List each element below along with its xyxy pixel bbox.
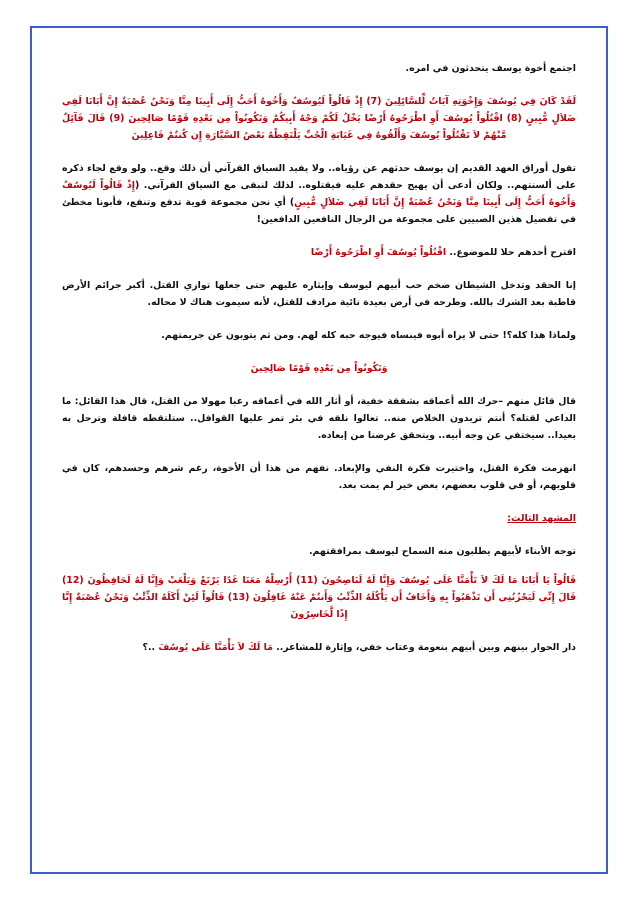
- paragraph-exile-idea: انهزمت فكرة القتل، واختيرت فكرة النفي والإبعاد. نفهم من هذا أن الأخوة، رغم شرهم وحسدهم، كان في قلوبهم، أو في قلوب بعضهم، بعض خير لم يمت بعد.: [62, 463, 576, 491]
- paragraph-request: توجه الأبناء لأبيهم يطلبون منه السماح ليوسف بمرافقتهم.: [308, 546, 576, 557]
- paragraph-intro: اجتمع أخوة يوسف يتحدثون في امره.: [405, 63, 576, 74]
- dialogue-text: دار الحوار بينهم وبين أبيهم بنعومة وعتاب خفي، وإثارة للمشاعر..: [272, 642, 576, 653]
- proposal-quote: اقْتُلُواْ يُوسُفَ أَوِ اطْرَحُوهُ أَرْضًا: [310, 247, 447, 258]
- commentary-1-quote: إِذْ قَالُواْ لَيُوسُفُ وَأَخُوهُ أَحَبُّ إِلَى أَبِينَا مِنَّا وَنَحْنُ عُصْبَةٌ إِنَّ أَبَانَا لَفِي ضَلاَلٍ مُّبِينٍ: [62, 180, 576, 208]
- quran-verses-7-10: لَقَدْ كَانَ فِي يُوسُفَ وَإِخْوَتِهِ آيَاتٌ لِّلسَّائِلِينَ (7) إِذْ قَالُواْ لَيُوسُفُ وَأَخُوهُ أَحَبُّ إِلَى أَبِينَا مِنَّا وَنَحْنُ عُصْبَةٌ إِنَّ أَبَانَا لَفِي ضَلاَلٍ مُّبِينٍ (8) اقْتُلُواْ يُوسُفَ أَوِ اطْرَحُوهُ أَرْضًا يَخْلُ لَكُمْ وَجْهُ أَبِيكُمْ وَتَكُونُواْ مِن بَعْدِهِ قَوْمًا صَالِحِينَ (9) قَالَ قَآئِلٌ مَّنْهُمْ لاَ تَقْتُلُواْ يُوسُفَ وَأَلْقُوهُ فِي غَيَابَةِ الْجُبِّ يَلْتَقِطْهُ بَعْضُ السَّيَّارَةِ إِن كُنتُمْ فَاعِلِينَ: [62, 96, 576, 141]
- paragraph-why: ولماذا هذا كله؟! حتى لا يراه أبوه فينساه فيوجه حبه كله لهم. ومن ثم يتوبون عن جريمتهم.: [161, 330, 576, 341]
- dialogue-quote: مَا لَكَ لاَ تَأْمَنَّا عَلَى يُوسُفَ: [158, 642, 273, 653]
- paragraph-proposal: [62, 244, 576, 261]
- dialogue-end: ..؟: [142, 642, 159, 653]
- commentary-1-text-a: تقول أوراق العهد القديم إن يوسف حدثهم عن رؤياه.. ولا يفيد السياق القرآني أن ذلك وقع.. ولو وقع لجاء ذكره على ألسنتهم.. ولكان أدعى أن يهيج حقدهم عليه فيقتلوه.. لذلك لنبقى مع السياق القرآني. (: [62, 163, 576, 191]
- quran-righteous-people: وَتَكُونُواْ مِن بَعْدِهِ قَوْمًا صَالِحِينَ: [250, 363, 388, 374]
- paragraph-dialogue: [62, 639, 576, 656]
- document-body: [62, 60, 576, 656]
- paragraph-well-plan: قال قائل منهم –حرك الله أعماقه بشفقة خفية، أو أثار الله في أعماقه رعبا مهولا من القتل، قال هذا القائل: ما الداعي لقتله؟ أنتم تريدون الخلاص منه.. تعالوا نلقه في بئر تمر عليها القوافل.. ستلتقطه قافلة وترحل به بعيدا.. سيختفي عن وجه أبيه.. ويتحقق غرضنا من إبعاده.: [62, 396, 576, 441]
- paragraph-envy: إنا الحقد وتدخل الشيطان ضخم حب أبيهم ليوسف وإيثاره عليهم حتى جعلها توازي القتل. أكبر جرائم الأرض قاطبة بعد الشرك بالله. وطرحه في أرض بعيدة نائية مرادف للقتل، لأنه سيموت هناك لا محاله.: [62, 280, 576, 308]
- quran-verses-11-14: قَالُواْ يَا أَبَانَا مَا لَكَ لاَ تَأْمَنَّا عَلَى يُوسُفَ وَإِنَّا لَهُ لَنَاصِحُونَ (11) أَرْسِلْهُ مَعَنَا غَدًا يَرْتَعْ وَيَلْعَبْ وَإِنَّا لَهُ لَحَافِظُونَ (12) قَالَ إِنِّي لَيَحْزُنُنِي أَن تَذْهَبُواْ بِهِ وَأَخَافُ أَن يَأْكُلَهُ الذِّئْبُ وَأَنتُمْ عَنْهُ غَافِلُونَ (13) قَالُواْ لَئِنْ أَكَلَهُ الذِّئْبُ وَنَحْنُ عُصْبَةٌ إِنَّا إِذًا لَّخَاسِرُونَ: [62, 575, 577, 620]
- section-heading-third-scene: المشهد الثالث:: [507, 513, 576, 524]
- paragraph-commentary-1: [62, 160, 576, 228]
- proposal-text: اقترح أحدهم حلا للموضوع..: [446, 247, 576, 258]
- commentary-1-text-b: ) أي نحن مجموعة قوية تدفع وتنفع، فأبونا مخطئ في تفضيل هذين الصبيين على مجموعة من الرجال النافعين الدافعين!: [62, 197, 576, 225]
